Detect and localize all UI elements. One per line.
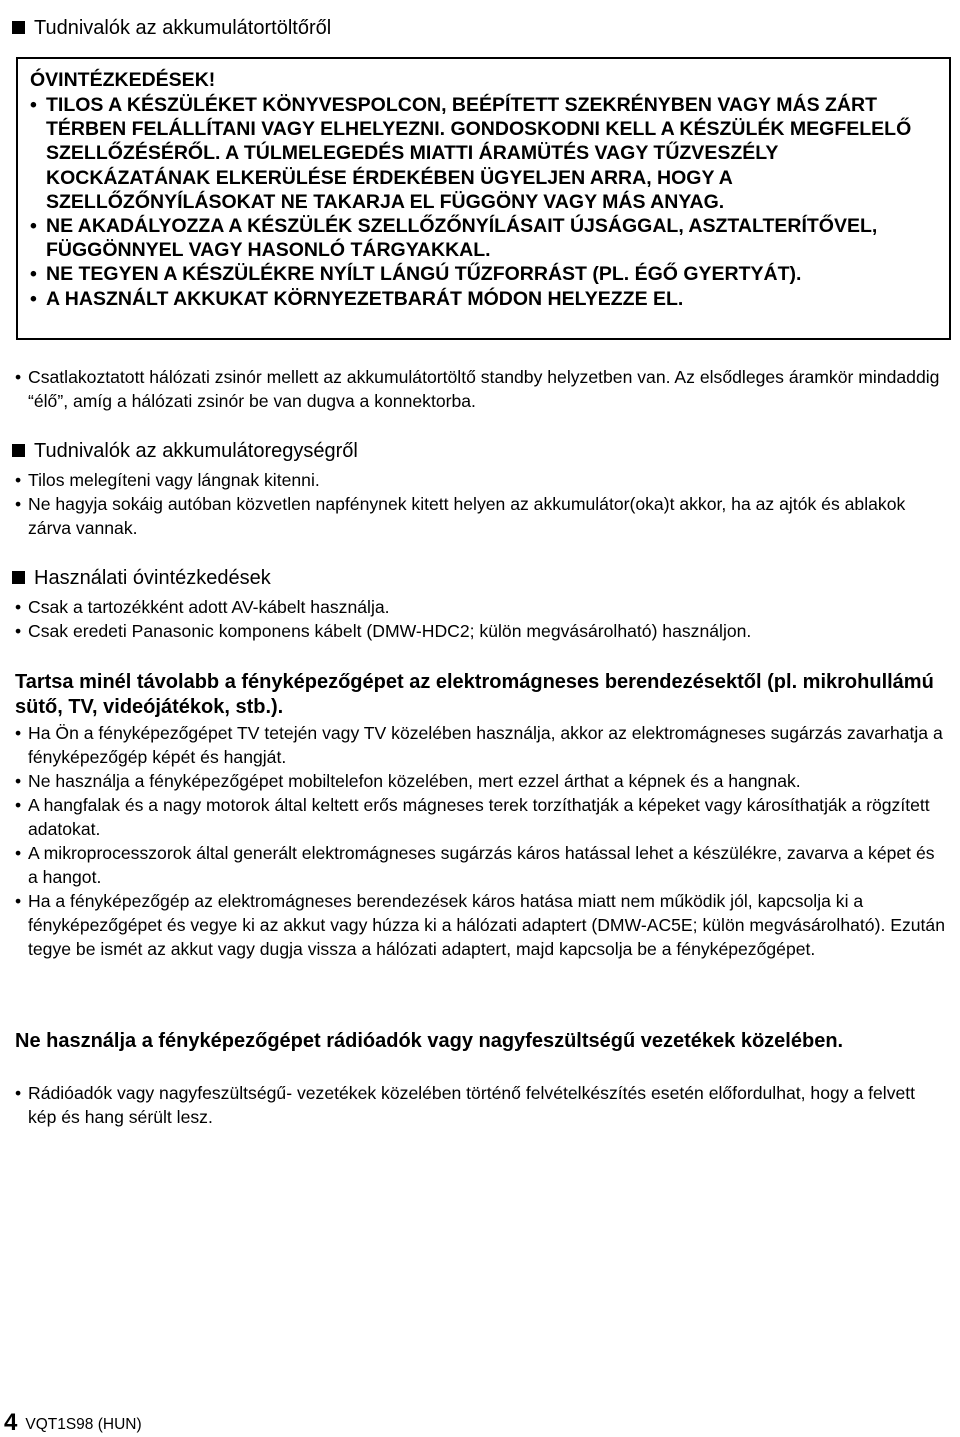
square-bullet-icon — [12, 571, 25, 584]
list-item-text: A mikroprocesszorok által generált elektromágneses sugárzás káros hatással lehet a készülékre, zavarva a képet és a hangot. — [28, 843, 935, 887]
list-item-text: Ne hagyja sokáig autóban közvetlen napfénynek kitett helyen az akkumulátor(oka)t akkor, ha az ajtók és ablakok zárva vannak. — [28, 494, 906, 538]
warning-item — [30, 214, 939, 262]
square-bullet-icon — [12, 444, 25, 457]
radio-list — [15, 1081, 946, 1129]
usage-list — [15, 595, 946, 643]
list-item-text: Csak a tartozékként adott AV-kábelt használja. — [28, 597, 390, 617]
list-item — [15, 492, 946, 540]
list-item — [15, 793, 946, 841]
list-item-text: Ne használja a fényképezőgépet mobiltelefon közelében, mert ezzel árthat a képnek és a hangnak. — [28, 771, 801, 791]
battery-section-heading — [12, 439, 358, 463]
list-item — [15, 841, 946, 889]
list-item — [15, 769, 946, 793]
list-item-text: Csak eredeti Panasonic komponens kábelt (DMW-HDC2; külön megvásárolható) használjon. — [28, 621, 752, 641]
usage-section-heading — [12, 566, 271, 590]
bullet-icon: • — [30, 263, 37, 286]
warning-item-text: NE AKADÁLYOZZA A KÉSZÜLÉK SZELLŐZŐNYÍLÁSAIT ÚJSÁGGAL, ASZTALTERÍTŐVEL, FÜGGÖNNYEL VAGY HASONLÓ TÁRGYAKKAL. — [46, 215, 878, 262]
bullet-icon: • — [15, 621, 22, 641]
bullet-icon: • — [30, 215, 37, 238]
charger-list — [15, 365, 946, 413]
warning-box — [16, 57, 951, 340]
list-item-text: A hangfalak és a nagy motorok által keltett erős mágneses terek torzíthatják a képeket vagy károsíthatják a rögzített adatokat. — [28, 795, 930, 839]
list-item-text: Rádióadók vagy nagyfeszültségű- vezetékek közelében történő felvételkészítés esetén előfordulhat, hogy a felvett kép és hang sérült lesz. — [28, 1083, 916, 1127]
bullet-icon: • — [15, 470, 22, 490]
page-footer — [4, 1409, 142, 1437]
list-item — [15, 595, 946, 619]
list-item-text: Tilos melegíteni vagy lángnak kitenni. — [28, 470, 320, 490]
bullet-icon: • — [15, 723, 22, 743]
list-item-text: Csatlakoztatott hálózati zsinór mellett az akkumulátortöltő standby helyzetben van. Az elsődleges áramkör mindaddig “élő”, amíg a hálózati zsinór be van dugva a konnektorba. — [28, 367, 940, 411]
warning-item-text: NE TEGYEN A KÉSZÜLÉKRE NYÍLT LÁNGÚ TŰZFORRÁST (PL. ÉGŐ GYERTYÁT). — [46, 263, 802, 286]
bullet-icon: • — [15, 494, 22, 514]
charger-heading-text: Tudnivalók az akkumulátortöltőről — [34, 17, 332, 39]
list-item-text: Ha a fényképezőgép az elektromágneses berendezések káros hatása miatt nem működik jól, kapcsolja ki a fényképezőgépet és vegye ki az akkut vagy húzza ki a hálózati adaptert (DMW-AC5E; külön megvásárolható). Ezután tegye be ismét az akkut vagy dugja vissza a hálózati adaptert, majd kapcsolja be a fényképezőgépet. — [28, 891, 945, 959]
usage-heading-text: Használati óvintézkedések — [34, 567, 271, 589]
warning-item — [30, 287, 939, 311]
list-item — [15, 1081, 946, 1129]
electromagnetic-list — [15, 721, 946, 961]
bullet-icon: • — [15, 843, 22, 863]
electromagnetic-heading: Tartsa minél távolabb a fényképezőgépet az elektromágneses berendezésektől (pl. mikrohullámú sütő, TV, videójátékok, stb.). — [15, 671, 934, 718]
page-number: 4 — [4, 1409, 18, 1436]
warning-item — [30, 93, 939, 214]
square-bullet-icon — [12, 21, 25, 34]
radio-heading: Ne használja a fényképezőgépet rádióadók vagy nagyfeszültségű vezetékek közelében. — [15, 1030, 844, 1052]
list-item — [15, 468, 946, 492]
bullet-icon: • — [15, 891, 22, 911]
bullet-icon: • — [15, 795, 22, 815]
list-item — [15, 889, 946, 961]
bullet-icon: • — [15, 771, 22, 791]
warning-item-text: A HASZNÁLT AKKUKAT KÖRNYEZETBARÁT MÓDON HELYEZZE EL. — [46, 287, 684, 310]
battery-heading-text: Tudnivalók az akkumulátoregységről — [34, 440, 358, 462]
bullet-icon: • — [30, 94, 37, 116]
list-item — [15, 721, 946, 769]
battery-list — [15, 468, 946, 540]
warning-item-text: TILOS A KÉSZÜLÉKET KÖNYVESPOLCON, BEÉPÍTETT SZEKRÉNYBEN VAGY MÁS ZÁRT TÉRBEN FELÁLLÍTANI VAGY ELHELYEZNI. GONDOSKODNI KELL A KÉSZÜLÉK MEGFELELŐ SZELLŐZÉSÉRŐL. A TÚLMELEGEDÉS MIATTI ÁRAMÜTÉS VAGY TŰZVESZÉLY KOCKÁZATÁNAK ELKERÜLÉSE ÉRDEKÉBEN ÜGYELJEN ARRA, HOGY A SZELLŐZŐNYÍLÁSOKAT NE TAKARJA EL FÜGGÖNY VAGY MÁS ANYAG. — [46, 94, 912, 213]
bullet-icon: • — [15, 597, 22, 617]
list-item — [15, 365, 946, 413]
doc-code: VQT1S98 (HUN) — [25, 1416, 142, 1433]
list-item-text: Ha Ön a fényképezőgépet TV tetején vagy TV közelében használja, akkor az elektromágneses sugárzás zavarhatja a fényképezőgép képét és hangját. — [28, 723, 943, 767]
bullet-icon: • — [30, 287, 37, 310]
bullet-icon: • — [15, 1083, 22, 1103]
warning-title: ÓVINTÉZKEDÉSEK! — [30, 69, 216, 91]
list-item — [15, 619, 946, 643]
bullet-icon: • — [15, 367, 22, 387]
warning-list — [30, 93, 939, 311]
warning-item — [30, 262, 939, 286]
charger-section-heading — [12, 16, 331, 40]
